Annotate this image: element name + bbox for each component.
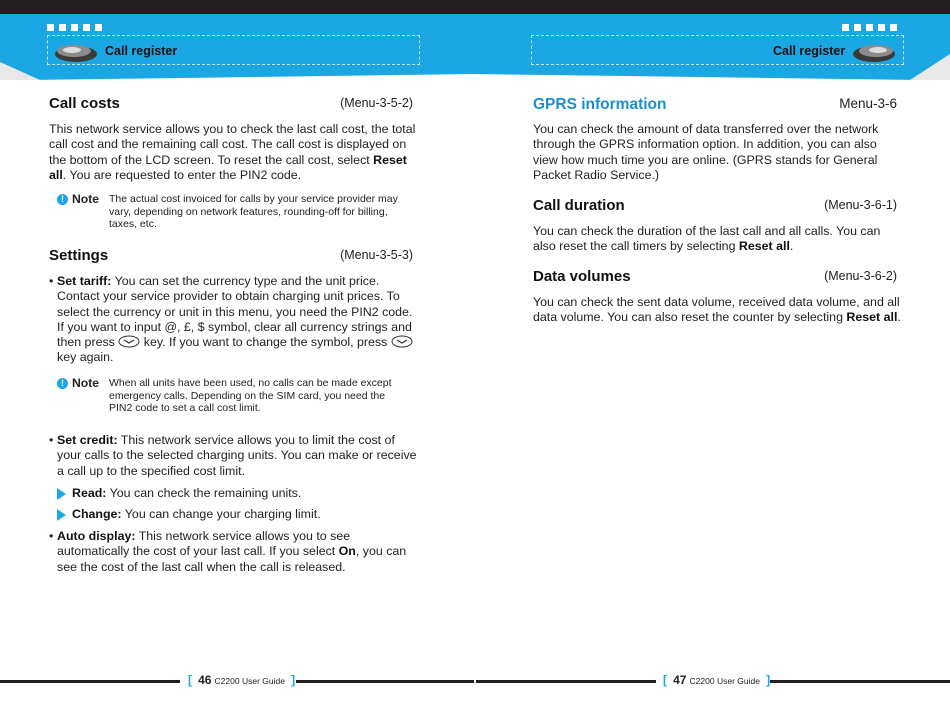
footer-rule-right-a: [476, 680, 656, 683]
data-volumes-heading: Data volumes: [533, 268, 631, 285]
phone-illustration-left: [52, 40, 98, 64]
set-tariff-item: Set tariff: You can set the currency type and the unit price. Contact your service provider to obtain charging unit prices. To select the currency or unit in this menu, you need the PIN2 code. If you want to input @, £, $ symbol, clear all currency strings and then press key. If you want to change the symbol, press key again.: [57, 274, 413, 365]
set-credit-item: Set credit: This network service allows you to limit the cost of your calls to the selected charging units. You can make or receive a call up to the specified cost limit.: [57, 433, 417, 478]
top-strip: [0, 0, 950, 14]
call-costs-heading: Call costs: [49, 95, 120, 112]
call-duration-body: You can check the duration of the last call and all calls. You can also reset the call timers by selecting Reset all.: [533, 224, 881, 254]
gprs-menu: Menu-3-6: [839, 96, 897, 111]
decor-squares-right: [842, 24, 897, 32]
right-header-title: Call register: [773, 44, 846, 58]
arrow-right-icon: [57, 488, 66, 500]
call-costs-body: This network service allows you to check the last call cost, the total call cost and the remaining call cost. The call cost is displayed on the bottom of the LCD screen. To reset the call cost, select Reset all. You are requested to enter the PIN2 code.: [49, 122, 416, 182]
footer-rule-left-b: [296, 680, 474, 683]
send-key-icon: [391, 335, 413, 348]
right-header-box: [531, 35, 904, 65]
left-header-title: Call register: [105, 44, 178, 58]
bullet-dot: •: [49, 274, 54, 288]
gprs-heading: GPRS information: [533, 96, 667, 113]
bullet-dot: •: [49, 529, 54, 543]
note-text-2: When all units have been used, no calls can be made except emergency calls. Depending on the SIM card, you need the PIN2 code to set a call cost limit.: [109, 377, 392, 414]
guide-label-left: C2200 User Guide: [214, 676, 285, 686]
left-header-box: [47, 35, 420, 65]
note-label-1: Note: [72, 192, 100, 206]
settings-menu: (Menu-3-5-3): [340, 248, 413, 262]
footer-rule-right-b: [770, 680, 950, 683]
phone-illustration-right: [852, 40, 898, 64]
info-icon: !: [57, 378, 68, 389]
gprs-body: You can check the amount of data transferred over the network through the GPRS information option. In addition, you can also view how much time you are online. (GPRS stands for General Packet Radio Service.): [533, 122, 879, 182]
note-text-1: The actual cost invoiced for calls by your service provider may vary, depending on network features, rounding-off for billing, taxes, etc.: [109, 193, 398, 230]
data-volumes-menu: (Menu-3-6-2): [824, 269, 897, 283]
settings-heading: Settings: [49, 247, 109, 264]
data-volumes-body: You can check the sent data volume, received data volume, and all data volume. You can also reset the counter by selecting Reset all.: [533, 295, 901, 325]
decor-squares-left: [47, 24, 102, 32]
footer-right: [ 47 C2200 User Guide ]: [663, 673, 771, 687]
page-number-right: 47: [673, 673, 687, 687]
info-icon: !: [57, 194, 68, 205]
footer-left: [ 46 C2200 User Guide ]: [188, 673, 296, 687]
bullet-dot: •: [49, 433, 54, 447]
call-duration-menu: (Menu-3-6-1): [824, 198, 897, 212]
guide-label-right: C2200 User Guide: [689, 676, 760, 686]
page-number-left: 46: [198, 673, 212, 687]
call-duration-heading: Call duration: [533, 197, 625, 214]
arrow-right-icon: [57, 509, 66, 521]
auto-display-item: Auto display: This network service allows you to see automatically the cost of your last call. If you select On, you can see the cost of the last call when the call is released.: [57, 529, 407, 574]
call-costs-menu: (Menu-3-5-2): [340, 96, 413, 110]
change-item: Change: You can change your charging limit.: [72, 507, 321, 521]
footer-rule-left-a: [0, 680, 180, 683]
read-item: Read: You can check the remaining units.: [72, 486, 302, 500]
send-key-icon: [118, 335, 140, 348]
note-label-2: Note: [72, 376, 100, 390]
